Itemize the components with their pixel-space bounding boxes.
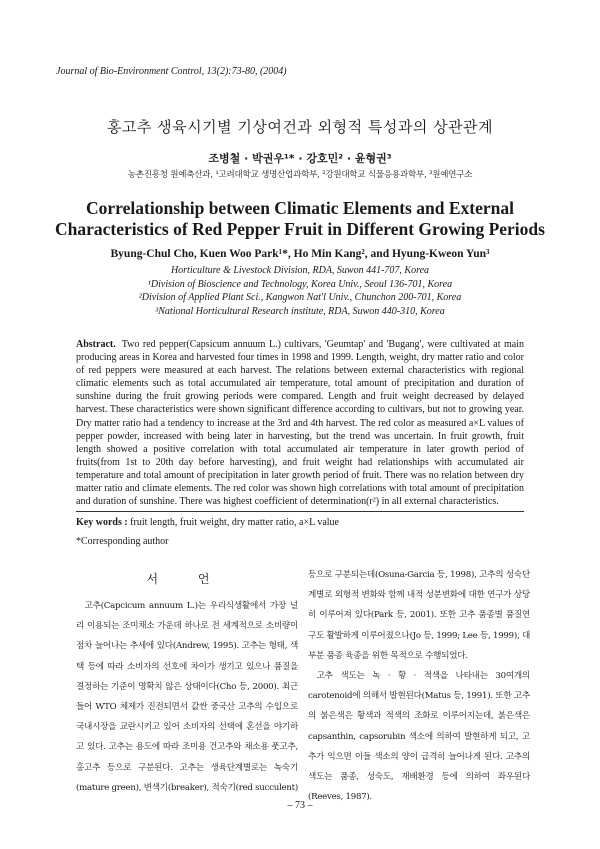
- intro-paragraph: 고추 색도는 녹 · 황 · 적색을 나타내는 30여개의 carotenoid에 의해서 발현된다(Matus 등, 1991). 또한 고추의 붉은색은 황색과 적색의 조화로 이루어지는데, 붉은색은 capsanthin, capsorubin 색소에 의하여 발현하게 되고, 고추가 익으면 이들 색소의 양이 급격히 늘어나게 된다. 고추의 색도는 품종, 성숙도, 재배환경 등에 의하여 좌우된다(Reeves, 1987).: [308, 671, 530, 803]
- korean-authors: 조병철 · 박권우¹* · 강호민² · 윤형권³: [208, 152, 392, 165]
- affiliation-line: Horticulture & Livestock Division, RDA, Suwon 441-707, Korea: [170, 265, 430, 276]
- intro-paragraph: 등으로 구분되는데(Osuna-Garcia 등, 1998), 고추의 성숙단계별로 외형적 변화와 함께 내적 성분변화에 대한 연구가 상당히 이루어져 있다(Park 등, 2001). 또한 고추 품종별 품질연구도 활발하게 이루어졌으나(Jo 등, 1999; Lee 등, 1999), 대부분 품종 육종을 위한 목적으로 수행되었다.: [308, 570, 530, 661]
- english-title: Correlationship between Climatic Elements and External Characteristics of Red Pepper Fruit in Different Growing Periods: [55, 198, 545, 239]
- affiliation-line: ¹Division of Bioscience and Technology, Korea Univ., Seoul 136-701, Korea: [147, 278, 453, 290]
- korean-title: 홍고추 생육시기별 기상여건과 외형적 특성과의 상관관계: [106, 118, 494, 136]
- left-column: [76, 596, 298, 798]
- abstract-label: Abstract.: [76, 339, 116, 350]
- keywords-label: Key words :: [76, 517, 128, 528]
- page-number: – 73 –: [287, 800, 313, 811]
- corresponding-author-note: *Corresponding author: [76, 536, 169, 547]
- section-heading-introduction: 서 언: [146, 572, 228, 586]
- abstract: [76, 338, 524, 508]
- korean-affiliations: 농촌진흥청 원예축산과, ¹고려대학교 생명산업과학부, ²강원대학교 식물응용과학부, ³원예연구소: [127, 170, 473, 180]
- keywords: [76, 517, 339, 528]
- english-affiliations: [0, 264, 600, 318]
- divider: [76, 511, 524, 512]
- abstract-text: Two red pepper(Capsicum annuum L.) cultivars, 'Geumtap' and 'Bugang', were cultivated at main producing areas in Korea and harvested four times in 1998 and 1999. Length, weight, dry matter ratio and color of red peppers were measured at each harvest. The relations between external characteristics with regional climatic elements such as total accumulated air temperature, total amount of precipitation and duration of sunshine during the fruit growing periods were compared. Length and fruit weight decreased by delayed harvest. These characteristics were shown significant difference according to cultivars, but not to growing year. Dry matter ratio had a tendency to increase at the 3rd and 4th harvest. The red color as measured a×L values of pepper powder, increased with being later in harvesting, but the trend was uncertain. In fruit growth, fruit length showed a positive correlation with total accumulated air temperature in later growth period of fruits(from 1st to 20th day before harvesting), and fruit weight had relationships with accumulated air temperature and total amount of precipitation in later growth period of fruit. There was no relation between dry matter ratio and climate elements. The red color was shown high correlations with total amount of precipitation and duration of sunshine. There was highest coefficient of determination(r²) in all external characteristics.: [76, 339, 524, 508]
- english-authors: Byung-Chul Cho, Kuen Woo Park¹*, Ho Min Kang², and Hyung-Kweon Yun³: [110, 248, 490, 260]
- keywords-text: fruit length, fruit weight, dry matter ratio, a×L value: [130, 517, 339, 528]
- affiliation-line: ³National Horticultural Research institute, RDA, Suwon 440-310, Korea: [155, 305, 445, 317]
- affiliation-line: ²Division of Applied Plant Sci., Kangwon Nat'l Univ., Chunchon 200-701, Korea: [138, 292, 462, 303]
- intro-paragraph: 고추(Capcicum annuum L.)는 우리식생활에서 가장 널리 이용되는 조미채소 가운데 하나로 전 세계적으로 소비량이 점차 늘어나는 추세에 있다(Andrew, 1995). 고추는 형태, 색택 등에 따라 소비자의 선호에 차이가 생기고 있으나 품질을 결정하는 기준이 명확치 않은 상태이다(Cho 등, 2000). 최근 들어 WTO 체제가 진전되면서 값싼 중국산 고추의 수입으로 국내시장을 교란시키고 있어 소비자의 선택에 혼선을 야기하고 있다. 고추는 용도에 따라 조미용 건고추와 채소용 풋고추, 홍고추 등으로 구분된다. 고추는 생육단계별로는 녹숙기(mature green), 변색기(breaker), 적숙기(red succulent): [76, 601, 298, 793]
- right-column: [308, 565, 530, 807]
- journal-citation: Journal of Bio-Environment Control, 13(2):73-80, (2004): [56, 66, 287, 77]
